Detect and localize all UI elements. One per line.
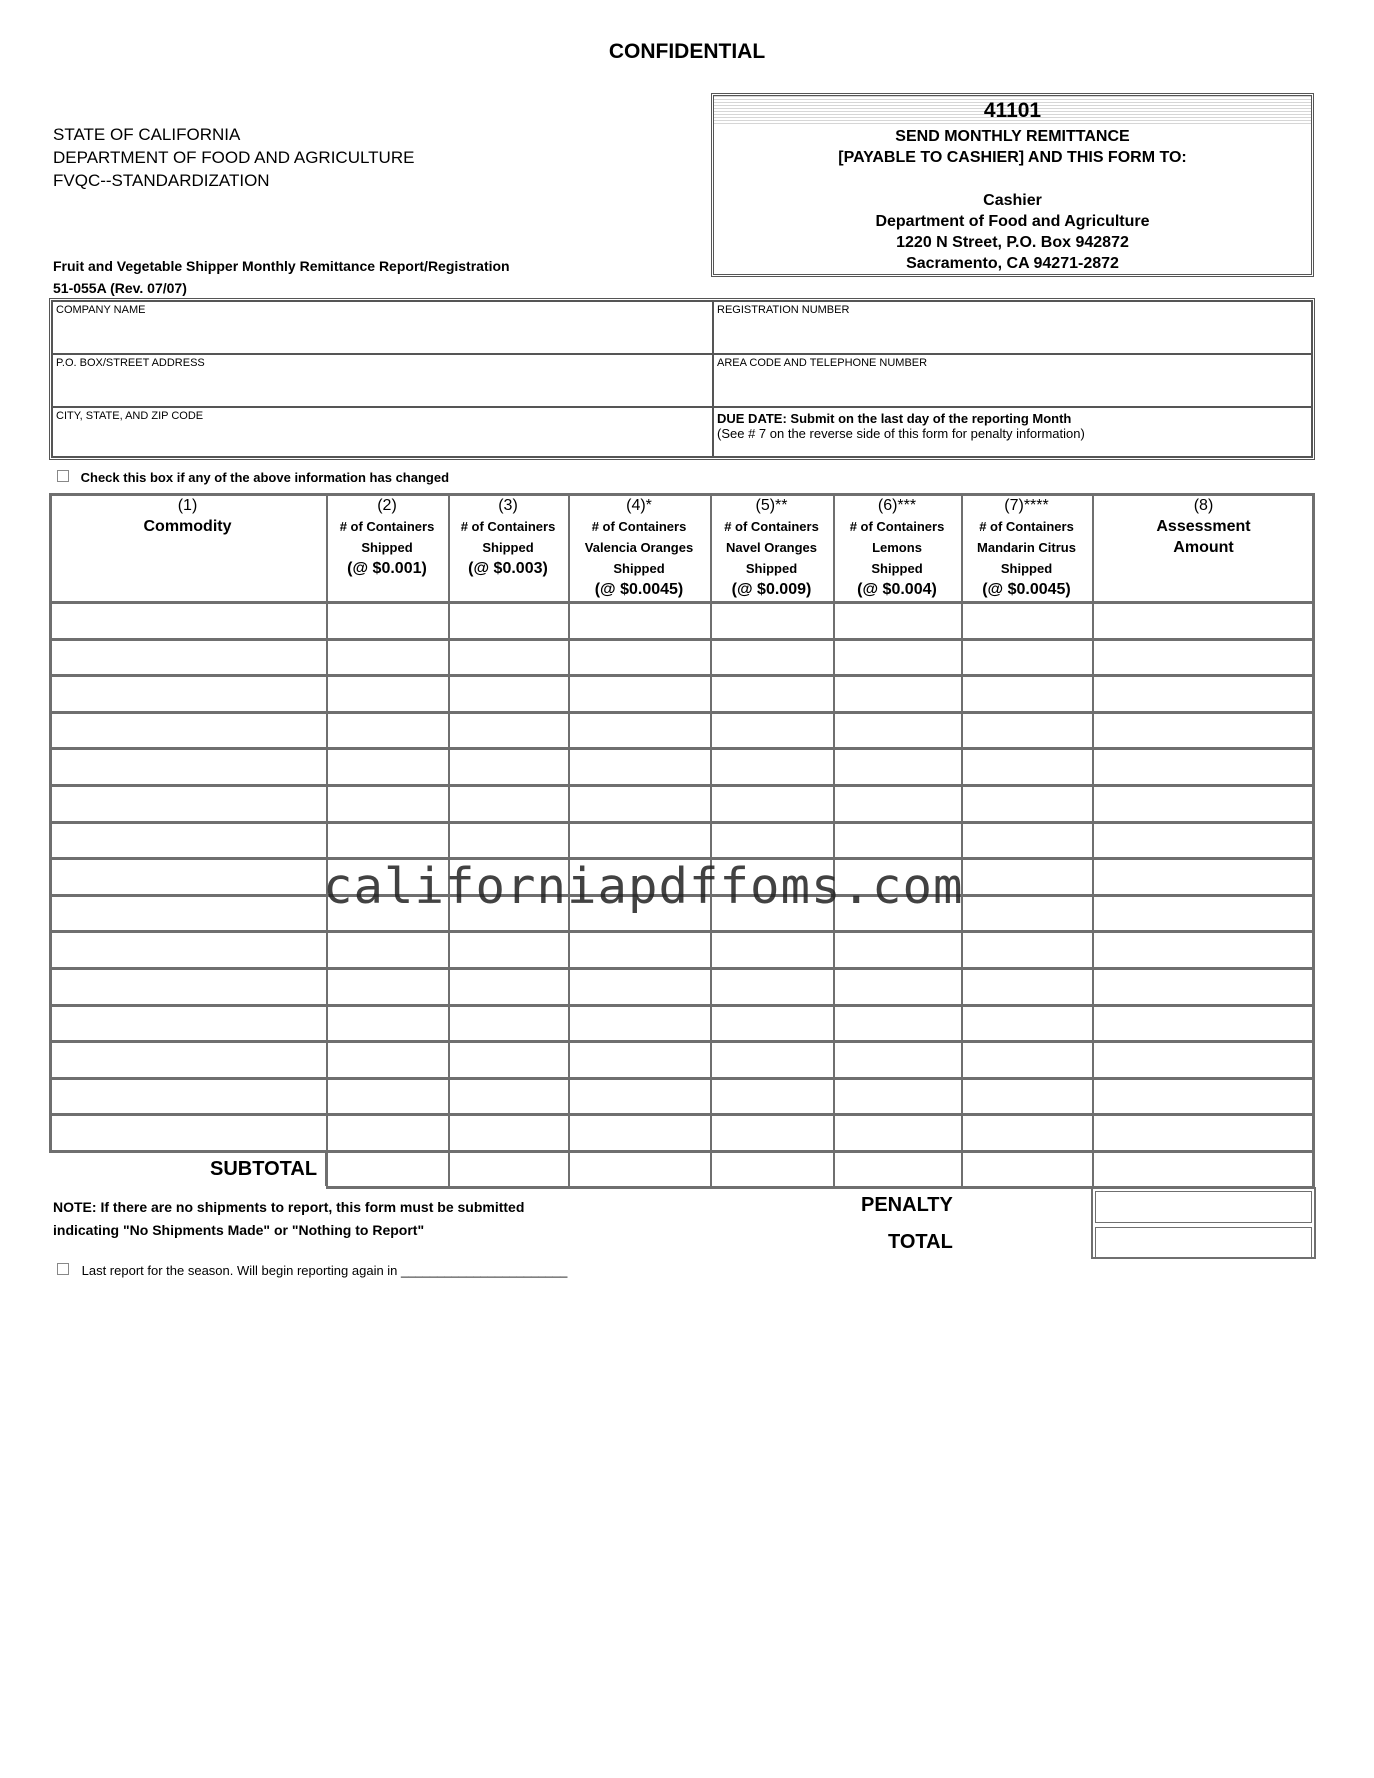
column-number: (3) (498, 497, 518, 514)
table-cell-input[interactable] (836, 1116, 960, 1149)
subtotal-left-line (325, 1150, 327, 1186)
penalty-total-box (1091, 1187, 1316, 1259)
column-number: (5)** (755, 497, 788, 514)
column-divider (448, 493, 450, 1186)
form-title-block (53, 255, 510, 299)
column-label: Shipped (482, 540, 534, 555)
last-report-checkbox[interactable] (57, 1263, 69, 1275)
subtotal-input[interactable] (1095, 1153, 1314, 1185)
city-label: CITY, STATE, AND ZIP CODE (56, 410, 204, 422)
table-cell-input[interactable] (713, 750, 832, 783)
column-label: Navel Oranges (725, 540, 818, 555)
info-changed-checkbox[interactable] (57, 470, 69, 482)
form-code: 41101 (714, 96, 1311, 126)
table-cell-input[interactable] (1095, 677, 1314, 710)
table-cell-input[interactable] (964, 860, 1091, 893)
table-cell-input[interactable] (1095, 1116, 1314, 1149)
table-cell-input[interactable] (964, 824, 1091, 857)
table-cell-input[interactable] (713, 1116, 832, 1149)
address-line-1: Cashier (983, 192, 1042, 209)
table-cell-input[interactable] (329, 750, 447, 783)
column-label: # of Containers (460, 519, 556, 534)
column-rate: (@ $0.009) (731, 581, 812, 598)
note-line-1: NOTE: If there are no shipments to report, this form must be submitted (53, 1199, 525, 1215)
column-header-3 (448, 495, 568, 579)
last-report-row (57, 1263, 567, 1278)
table-cell-input[interactable] (571, 641, 709, 674)
table-cell-input[interactable] (571, 1043, 709, 1076)
column-header-7 (961, 495, 1092, 600)
penalty-label: PENALTY (861, 1194, 953, 1216)
table-cell-input[interactable] (451, 824, 567, 857)
column-rate: (@ $0.003) (468, 560, 548, 577)
subtotal-label: SUBTOTAL (210, 1158, 318, 1180)
registration-number-field[interactable] (713, 301, 1312, 354)
commodity-input[interactable] (52, 1116, 325, 1149)
table-cell-input[interactable] (1095, 1080, 1314, 1113)
table-cell-input[interactable] (1095, 1043, 1314, 1076)
column-header-4 (568, 495, 710, 600)
address-line-4: Sacramento, CA 94271-2872 (906, 255, 1119, 272)
table-cell-input[interactable] (1095, 897, 1314, 930)
send-line-1: SEND MONTHLY REMITTANCE (895, 128, 1130, 145)
subtotal-input[interactable] (571, 1153, 709, 1185)
commodity-input[interactable] (52, 714, 325, 747)
column-label: # of Containers (724, 519, 819, 534)
subtotal-input[interactable] (836, 1153, 960, 1185)
column-label: Lemons (872, 540, 922, 555)
table-cell-input[interactable] (451, 1043, 567, 1076)
commodity-input[interactable] (52, 1043, 325, 1076)
table-cell-input[interactable] (329, 677, 447, 710)
column-label: Commodity (143, 518, 232, 535)
table-cell-input[interactable] (713, 714, 832, 747)
subtotal-input[interactable] (964, 1153, 1091, 1185)
table-cell-input[interactable] (964, 1007, 1091, 1040)
company-name-label: COMPANY NAME (56, 304, 146, 316)
table-cell-input[interactable] (964, 1116, 1091, 1149)
table-cell-input[interactable] (571, 787, 709, 820)
confidential-heading: CONFIDENTIAL (608, 40, 766, 63)
table-cell-input[interactable] (713, 641, 832, 674)
penalty-amount-field[interactable] (1095, 1191, 1312, 1223)
table-cell-input[interactable] (1095, 641, 1314, 674)
table-cell-input[interactable] (329, 604, 447, 637)
table-cell-input[interactable] (836, 750, 960, 783)
column-label: Shipped (1000, 561, 1053, 576)
table-cell-input[interactable] (713, 824, 832, 857)
table-cell-input[interactable] (571, 604, 709, 637)
commodity-input[interactable] (52, 897, 325, 930)
column-label: # of Containers (339, 519, 435, 534)
table-cell-input[interactable] (964, 677, 1091, 710)
commodity-input[interactable] (52, 787, 325, 820)
table-cell-input[interactable] (836, 787, 960, 820)
table-cell-input[interactable] (713, 604, 832, 637)
table-cell-input[interactable] (451, 1080, 567, 1113)
column-label: # of Containers (849, 519, 945, 534)
table-cell-input[interactable] (571, 714, 709, 747)
column-label: Assessment (1156, 518, 1251, 535)
column-rate: (@ $0.004) (857, 581, 937, 598)
column-header-2 (326, 495, 448, 579)
commodity-input[interactable] (52, 824, 325, 857)
table-cell-input[interactable] (964, 897, 1091, 930)
commodity-input[interactable] (52, 1080, 325, 1113)
table-cell-input[interactable] (451, 641, 567, 674)
table-cell-input[interactable] (713, 1080, 832, 1113)
commodity-input[interactable] (52, 641, 325, 674)
table-cell-input[interactable] (713, 933, 832, 966)
column-label: Shipped (871, 561, 923, 576)
table-cell-input[interactable] (836, 970, 960, 1003)
column-label: Valencia Oranges (584, 540, 694, 555)
phone-label: AREA CODE AND TELEPHONE NUMBER (717, 357, 928, 369)
column-number: (6)*** (877, 497, 917, 514)
table-cell-input[interactable] (836, 604, 960, 637)
table-cell-input[interactable] (1095, 970, 1314, 1003)
phone-field[interactable] (713, 354, 1312, 407)
send-line-2: [PAYABLE TO CASHIER] AND THIS FORM TO: (838, 149, 1187, 166)
remittance-address-box (711, 93, 1314, 277)
table-cell-input[interactable] (1095, 604, 1314, 637)
info-changed-row (57, 470, 449, 485)
agency-line-division: FVQC--STANDARDIZATION (53, 171, 270, 190)
table-cell-input[interactable] (836, 714, 960, 747)
due-date-cell (713, 407, 1312, 457)
commodity-input[interactable] (52, 933, 325, 966)
table-cell-input[interactable] (713, 677, 832, 710)
column-label: # of Containers (979, 519, 1074, 534)
column-label: Shipped (745, 561, 798, 576)
table-cell-input[interactable] (836, 933, 960, 966)
column-number: (8) (1193, 497, 1214, 514)
commodity-input[interactable] (52, 604, 325, 637)
column-number: (2) (377, 497, 397, 514)
table-cell-input[interactable] (451, 604, 567, 637)
commodity-input[interactable] (52, 1007, 325, 1040)
table-cell-input[interactable] (964, 970, 1091, 1003)
table-cell-input[interactable] (836, 1080, 960, 1113)
total-label: TOTAL (888, 1231, 953, 1253)
column-header-1 (49, 495, 326, 537)
commodity-input[interactable] (52, 677, 325, 710)
subtotal-input[interactable] (329, 1153, 447, 1185)
table-cell-input[interactable] (571, 677, 709, 710)
table-cell-input[interactable] (713, 1007, 832, 1040)
table-cell-input[interactable] (571, 1007, 709, 1040)
table-cell-input[interactable] (964, 1080, 1091, 1113)
table-cell-input[interactable] (964, 787, 1091, 820)
table-cell-input[interactable] (329, 641, 447, 674)
column-rate: (@ $0.0045) (594, 581, 684, 598)
due-date-note: (See # 7 on the reverse side of this form for penalty information) (717, 426, 1085, 441)
column-number: (1) (177, 497, 198, 514)
table-cell-input[interactable] (329, 824, 447, 857)
city-field[interactable] (52, 407, 713, 457)
column-label: Amount (1173, 539, 1234, 556)
table-cell-input[interactable] (571, 970, 709, 1003)
table-cell-input[interactable] (1095, 1007, 1314, 1040)
last-report-label: Last report for the season. Will begin reporting again in _______________________ (81, 1263, 568, 1278)
agency-line-state: STATE OF CALIFORNIA (53, 125, 241, 144)
table-cell-input[interactable] (964, 750, 1091, 783)
table-cell-input[interactable] (1095, 787, 1314, 820)
table-cell-input[interactable] (329, 714, 447, 747)
table-cell-input[interactable] (571, 1080, 709, 1113)
column-header-5 (710, 495, 833, 600)
column-number: (7)**** (1004, 497, 1049, 514)
table-cell-input[interactable] (964, 641, 1091, 674)
table-cell-input[interactable] (329, 970, 447, 1003)
form-title: Fruit and Vegetable Shipper Monthly Remittance Report/Registration (53, 258, 510, 274)
table-cell-input[interactable] (451, 1116, 567, 1149)
table-cell-input[interactable] (571, 824, 709, 857)
agency-line-department: DEPARTMENT OF FOOD AND AGRICULTURE (53, 148, 415, 167)
address-line-2: Department of Food and Agriculture (875, 213, 1150, 230)
table-cell-input[interactable] (1095, 750, 1314, 783)
table-cell-input[interactable] (451, 970, 567, 1003)
form-number: 51-055A (Rev. 07/07) (53, 280, 187, 296)
table-cell-input[interactable] (964, 1043, 1091, 1076)
table-cell-input[interactable] (451, 677, 567, 710)
column-number: (4)* (626, 497, 652, 514)
table-cell-input[interactable] (713, 787, 832, 820)
commodity-input[interactable] (52, 860, 325, 893)
table-cell-input[interactable] (329, 933, 447, 966)
info-changed-label: Check this box if any of the above information has changed (80, 470, 450, 485)
table-cell-input[interactable] (964, 714, 1091, 747)
agency-block (53, 123, 414, 192)
column-rate: (@ $0.001) (347, 560, 427, 577)
table-cell-input[interactable] (836, 677, 960, 710)
table-cell-input[interactable] (329, 1116, 447, 1149)
address-field[interactable] (52, 354, 713, 407)
note-line-2: indicating "No Shipments Made" or "Nothing to Report" (53, 1222, 425, 1238)
registration-number-label: REGISTRATION NUMBER (717, 304, 850, 316)
table-cell-input[interactable] (451, 1007, 567, 1040)
table-cell-input[interactable] (964, 933, 1091, 966)
company-info-section (49, 298, 1315, 460)
column-label: Mandarin Citrus (977, 540, 1076, 555)
table-cell-input[interactable] (329, 787, 447, 820)
commodity-table (49, 493, 1315, 1190)
column-rate: (@ $0.0045) (982, 581, 1071, 598)
table-cell-input[interactable] (836, 824, 960, 857)
table-cell-input[interactable] (836, 1007, 960, 1040)
table-cell-input[interactable] (451, 714, 567, 747)
address-label: P.O. BOX/STREET ADDRESS (56, 357, 205, 369)
table-cell-input[interactable] (571, 1116, 709, 1149)
total-amount-field[interactable] (1095, 1227, 1312, 1258)
table-cell-input[interactable] (329, 1007, 447, 1040)
commodity-input[interactable] (52, 750, 325, 783)
company-name-field[interactable] (52, 301, 713, 354)
table-cell-input[interactable] (571, 933, 709, 966)
column-label: # of Containers (591, 519, 687, 534)
table-cell-input[interactable] (1095, 933, 1314, 966)
table-cell-input[interactable] (713, 1043, 832, 1076)
table-cell-input[interactable] (964, 604, 1091, 637)
column-divider (1092, 493, 1094, 1186)
table-cell-input[interactable] (571, 750, 709, 783)
subtotal-input[interactable] (451, 1153, 567, 1185)
table-cell-input[interactable] (451, 787, 567, 820)
table-cell-input[interactable] (451, 750, 567, 783)
table-cell-input[interactable] (1095, 824, 1314, 857)
column-divider (326, 493, 328, 1186)
table-cell-input[interactable] (451, 933, 567, 966)
column-header-8 (1092, 495, 1315, 558)
table-cell-input[interactable] (836, 641, 960, 674)
table-cell-input[interactable] (836, 1043, 960, 1076)
address-line-3: 1220 N Street, P.O. Box 942872 (896, 234, 1129, 251)
watermark: californiapdffoms.com (323, 858, 964, 915)
column-label: Shipped (361, 540, 413, 555)
subtotal-input[interactable] (713, 1153, 832, 1185)
table-cell-input[interactable] (713, 970, 832, 1003)
column-label: Shipped (613, 561, 665, 576)
table-cell-input[interactable] (329, 1043, 447, 1076)
commodity-input[interactable] (52, 970, 325, 1003)
due-date-text: DUE DATE: Submit on the last day of the reporting Month (717, 411, 1072, 426)
table-cell-input[interactable] (329, 1080, 447, 1113)
table-cell-input[interactable] (1095, 860, 1314, 893)
table-cell-input[interactable] (1095, 714, 1314, 747)
column-header-6 (833, 495, 961, 600)
no-shipments-note (53, 1196, 524, 1242)
